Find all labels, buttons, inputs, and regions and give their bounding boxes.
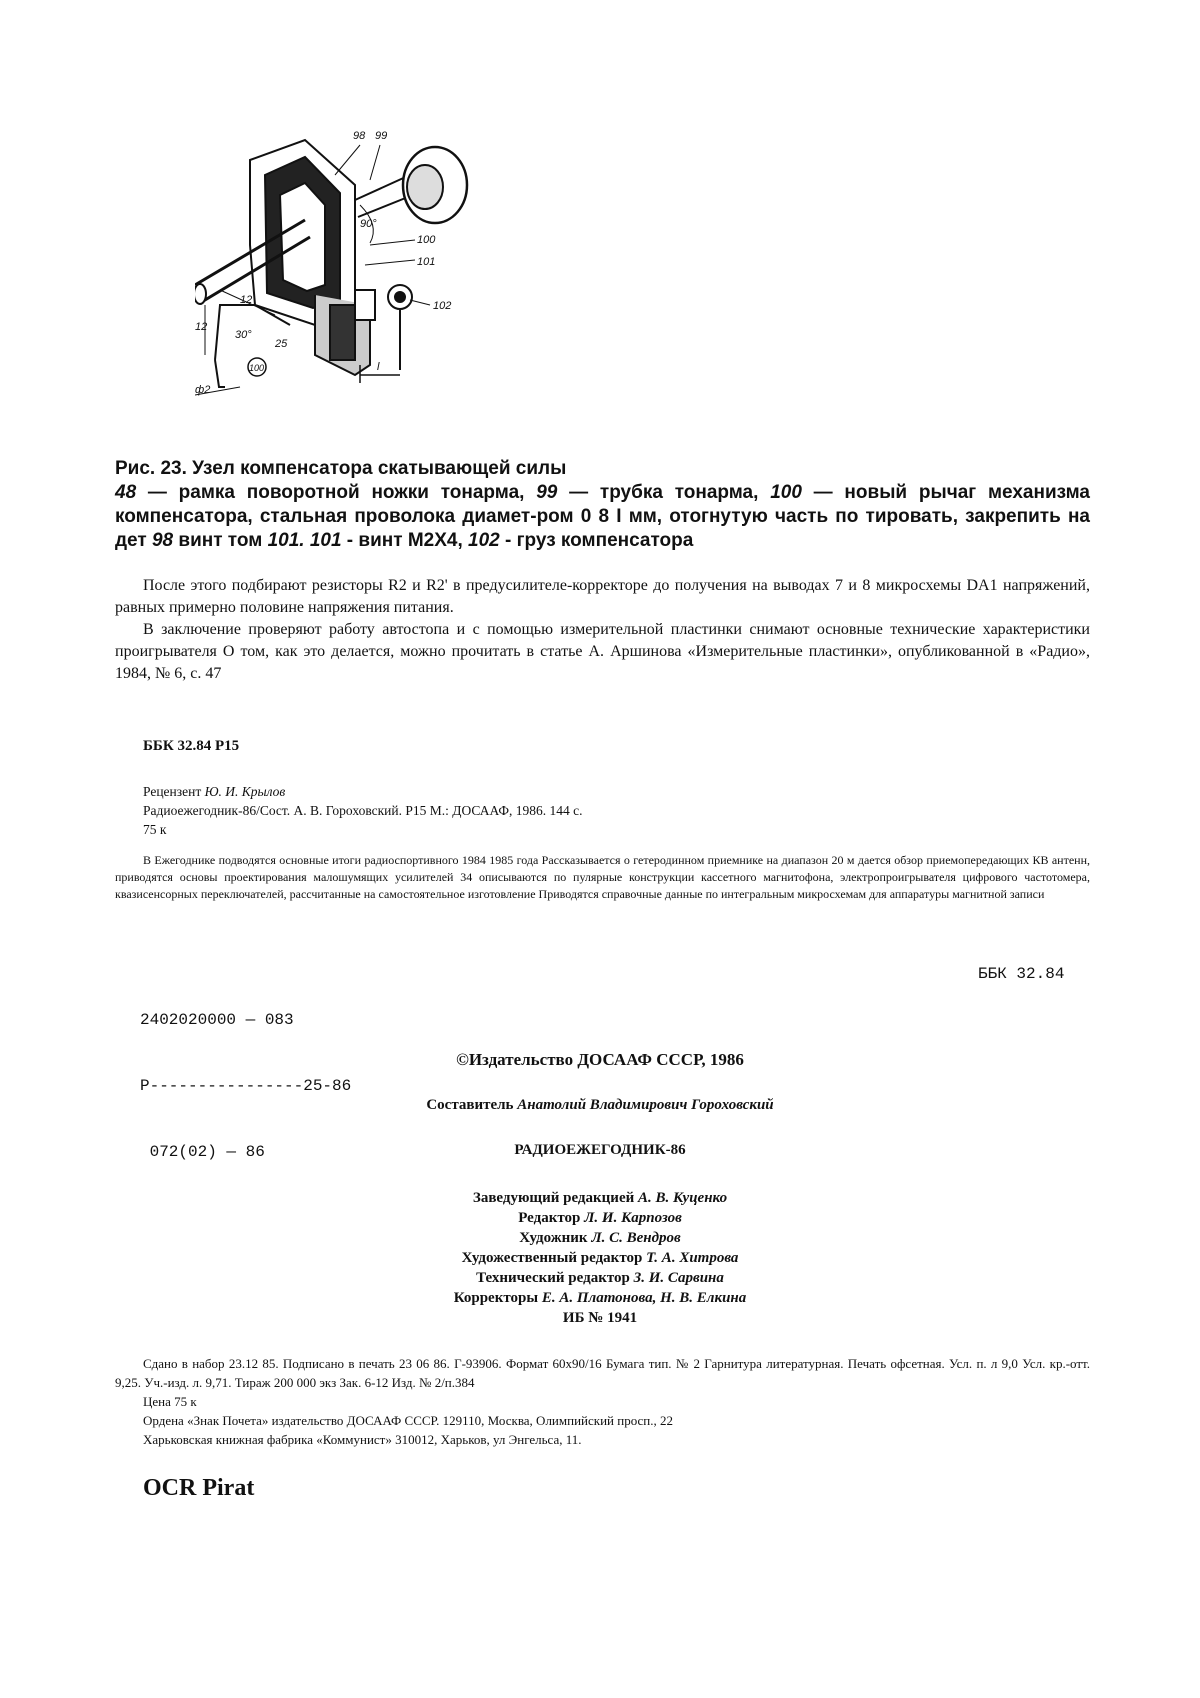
code-line-1: 2402020000 — 083: [140, 1011, 294, 1029]
figure-label-l: l: [377, 361, 380, 373]
book-abstract: В Ежегоднике подводятся основные итоги радиоспортивного 1984 1985 года Рассказывается о гетеродинном приемнике на диапазон 20 м дается обзор приемопередающих КВ антенн, приводятся основы проектирования малошумящих усилителей 34 описываются по пулярные конструкции кассетного магнитофона, электропроигрывателя цифрового частотомера, квазисенсорных переключателей, рассчитанные на самостоятельное изготовление Приводятся справочные данные по интегральным микросхемам для аппаратуры магнитной записи: [115, 853, 1090, 901]
staff-role: Заведующий редакцией: [472, 1190, 639, 1206]
ocr-credit: OCR Pirat: [143, 1475, 255, 1501]
imprint-line-1: Сдано в набор 23.12 85. Подписано в печать 23 06 86. Г-93906. Формат 60x90/16 Бумага тип. № 2 Гарнитура литературная. Печать офсетная. Усл. п. л 9,0 Усл. кр.-отт. 9,25. Уч.-изд. л. 9,71. Тираж 200 000 экз Зак. 6-12 Изд. № 2/п.384: [115, 1356, 1090, 1390]
copyright-notice: ©Издательство ДОСААФ СССР, 1986: [456, 1050, 744, 1069]
reviewer-name: Ю. И. Крылов: [204, 784, 286, 799]
caption-title: Рис. 23. Узел компенсатора скатывающей силы: [115, 458, 567, 479]
figure-compensator-drawing: [195, 125, 495, 445]
code-line-3: 072(02) — 86: [140, 1143, 265, 1161]
caption-text-102: - груз компенсатора: [499, 530, 694, 551]
caption-ref-48: 48: [115, 482, 137, 503]
staff-name: Л. И. Карпозов: [584, 1210, 682, 1226]
imprint-printer: Харьковская книжная фабрика «Коммунист» 310012, Харьков, ул Энгельса, 11.: [143, 1432, 582, 1447]
figure-label-30deg: 30°: [235, 329, 252, 341]
bbk-code-right: ББК 32.84: [978, 965, 1065, 983]
figure-label-12-horizontal: 12: [240, 294, 253, 306]
figure-label-102: 102: [433, 300, 452, 312]
staff-role: Корректоры: [453, 1290, 542, 1306]
caption-body: [115, 481, 1090, 553]
staff-row: [0, 1188, 1200, 1208]
caption-text-48: — рамка поворотной ножки тонарма,: [136, 482, 537, 503]
caption-text-99: — трубка тонарма,: [557, 482, 771, 503]
imprint-publisher: Ордена «Знак Почета» издательство ДОСААФ СССР. 129110, Москва, Олимпийский просп., 22: [143, 1413, 673, 1428]
staff-role: Технический редактор: [476, 1270, 634, 1286]
caption-ref-100: 100: [770, 482, 802, 503]
caption-text-101: - винт М2Х4,: [341, 530, 469, 551]
figure-label-25: 25: [275, 338, 288, 350]
staff-role: Художник: [519, 1230, 592, 1246]
reviewer-label: Рецензент: [143, 784, 205, 799]
staff-role: Редактор: [518, 1210, 585, 1226]
staff-row: [0, 1208, 1200, 1228]
imprint-price: Цена 75 к: [143, 1394, 197, 1409]
staff-row: [0, 1248, 1200, 1268]
ib-number: ИБ № 1941: [562, 1310, 638, 1326]
compensator-illustration: [195, 125, 495, 445]
staff-row: [0, 1228, 1200, 1248]
compiler-line: [0, 1097, 1200, 1114]
code-line-2: Р----------------25-86: [140, 1077, 352, 1095]
figure-label-101: 101: [417, 256, 436, 268]
caption-text-100: — новый рычаг механизма компенсатора, стальная проволока диамет-ром 0 8 I мм, отогнутую часть по тировать, закрепить на дет: [115, 482, 1090, 551]
caption-ref-99: 99: [536, 482, 558, 503]
caption-ref-98: 98: [151, 530, 174, 551]
caption-ref-102: 102: [468, 530, 500, 551]
staff-row: [0, 1308, 1200, 1328]
staff-name: З. И. Сарвина: [633, 1270, 724, 1286]
figure-caption: [115, 457, 1090, 553]
bbk-code: ББК 32.84 Р15: [143, 738, 240, 754]
caption-text-98: винт том: [173, 530, 268, 551]
staff-row: [0, 1288, 1200, 1308]
figure-label-100: 100: [417, 234, 436, 246]
reviewer-line: [143, 782, 583, 801]
editorial-staff: [0, 1188, 1200, 1328]
publication-line: Радиоежегодник-86/Сост. А. В. Гороховский. Р15 М.: ДОСААФ, 1986. 144 с.: [143, 803, 583, 818]
staff-name: Т. А. Хитрова: [646, 1250, 739, 1266]
compiler-name: Анатолий Владимирович Гороховский: [517, 1097, 774, 1113]
caption-ref-101b: 101: [309, 530, 342, 551]
figure-label-90deg: 90°: [360, 218, 377, 230]
staff-name: А. В. Куценко: [638, 1190, 728, 1206]
staff-role: Художественный редактор: [461, 1250, 647, 1266]
figure-label-phi2: ф2: [195, 384, 211, 396]
caption-ref-101a: 101.: [267, 530, 305, 551]
price-line: 75 к: [143, 822, 167, 837]
bibliographic-record: [143, 782, 583, 839]
print-imprint: [115, 1354, 1090, 1449]
figure-label-100-circled: 100: [249, 363, 265, 373]
staff-row: [0, 1268, 1200, 1288]
figure-label-98: 98: [353, 130, 366, 142]
compiler-label: Составитель: [426, 1097, 518, 1113]
staff-name: Л. С. Вендров: [591, 1230, 681, 1246]
staff-name: Е. А. Платонова, Н. В. Елкина: [541, 1290, 747, 1306]
body-paragraph-2: В заключение проверяют работу автостопа и с помощью измерительной пластинки снимают основные технические характеристики проигрывателя О том, как это делается, можно прочитать в статье А. Аршинова «Измерительные пластинки», опубликованной в «Радио», 1984, № 6, с. 47: [115, 621, 1090, 682]
book-title: РАДИОЕЖЕГОДНИК-86: [514, 1142, 686, 1158]
figure-label-12-vertical: 12: [195, 321, 208, 333]
figure-label-99: 99: [375, 130, 388, 142]
body-paragraph-1: После этого подбирают резисторы R2 и R2' в предусилителе-корректоре до получения на выводах 7 и 8 микросхемы DA1 напряжений, равных примерно половине напряжения питания.: [115, 577, 1090, 616]
